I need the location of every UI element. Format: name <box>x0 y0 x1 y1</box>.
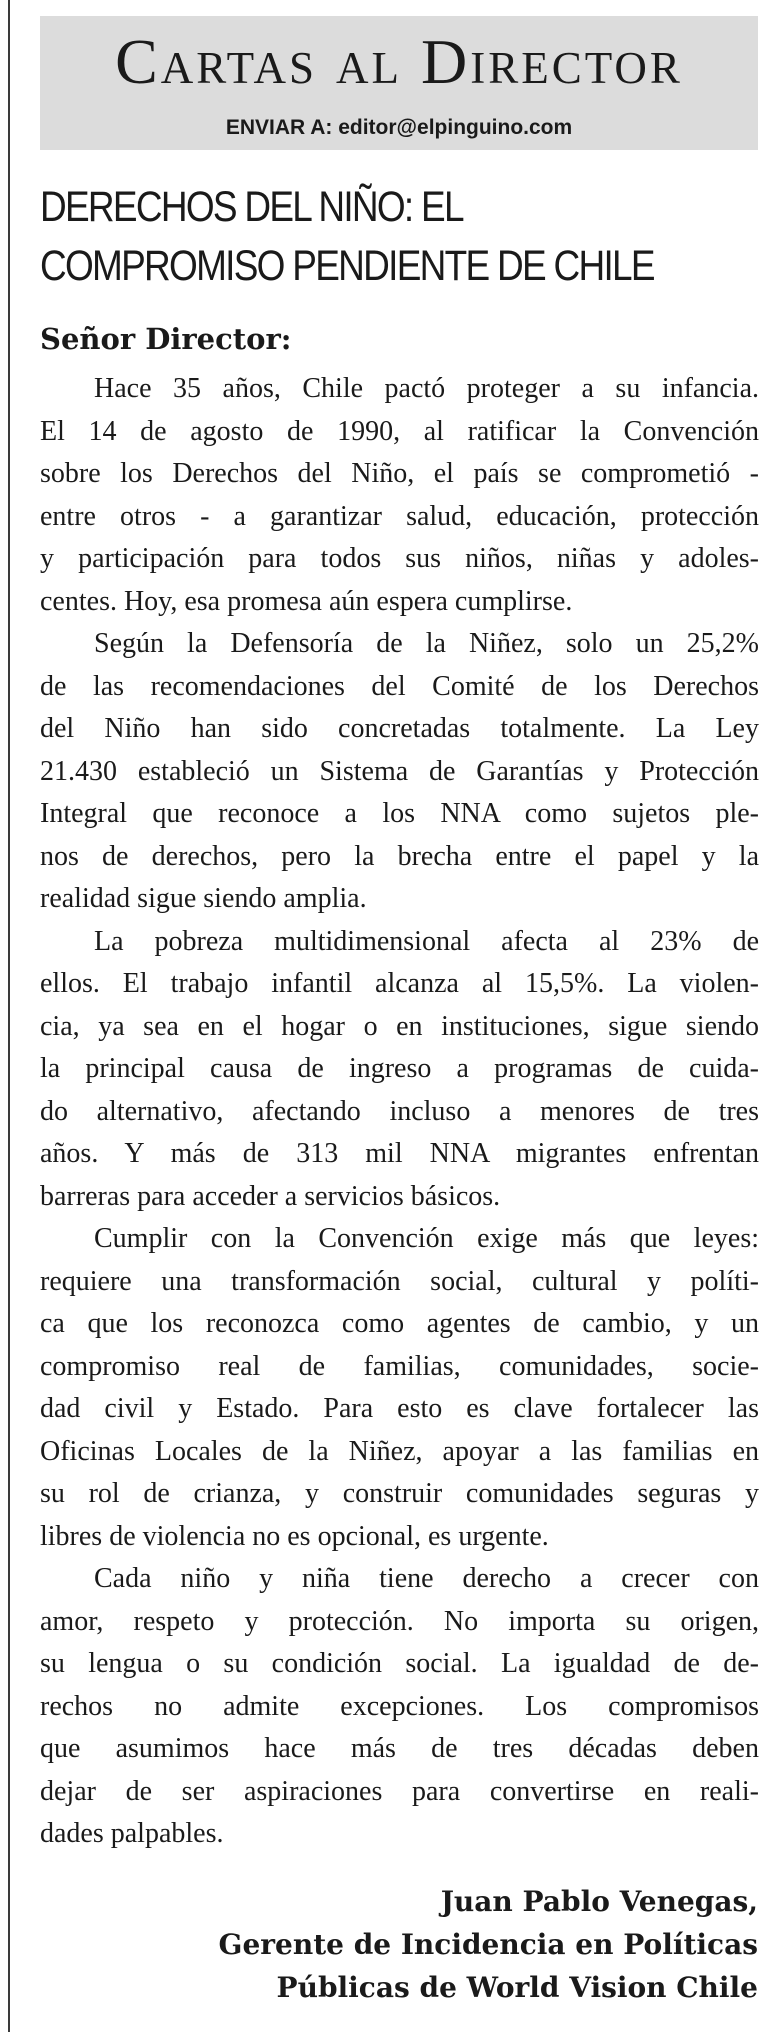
body-line: la principal causa de ingreso a programas de cuida- <box>40 1053 759 1084</box>
body-line: dejar de ser aspiraciones para convertirse en reali- <box>40 1775 759 1807</box>
column-rule <box>8 0 10 2032</box>
body-line: Según la Defensoría de la Niñez, solo un 25,2% <box>94 628 759 659</box>
body-line: do alternativo, afectando incluso a menores de tres <box>40 1095 759 1127</box>
body-line: de las recomendaciones del Comité de los Derechos <box>40 670 759 702</box>
body-line: entre otros - a garantizar salud, educación, protección <box>40 500 759 532</box>
signature-role: Gerente de Incidencia en Políticas <box>218 1928 758 1961</box>
body-line: rechos no admite excepciones. Los compromisos <box>40 1690 759 1722</box>
body-line: dades palpables. <box>40 1818 224 1849</box>
send-to-email: ENVIAR A: editor@elpinguino.com <box>225 116 573 139</box>
letter-signature <box>219 1880 758 2009</box>
body-line: sobre los Derechos del Niño, el país se comprometió - <box>40 458 759 489</box>
body-line: Cumplir con la Convención exige más que leyes: <box>94 1223 759 1254</box>
body-line: compromiso real de familias, comunidades, socie- <box>40 1350 759 1382</box>
body-line: Cada niño y niña tiene derecho a crecer con <box>94 1563 759 1594</box>
salutation: Señor Director: <box>40 322 292 356</box>
headline-line: COMPROMISO PENDIENTE DE CHILE <box>40 242 654 290</box>
section-header <box>40 16 758 150</box>
body-line: realidad sigue siendo amplia. <box>40 883 367 914</box>
body-line: nos de derechos, pero la brecha entre el papel y la <box>40 840 759 872</box>
body-line: ellos. El trabajo infantil alcanza al 15,5%. La violen- <box>40 968 759 999</box>
body-line: amor, respeto y protección. No importa su origen, <box>40 1605 759 1637</box>
body-line: su rol de crianza, y construir comunidades seguras y <box>40 1478 759 1509</box>
section-title: Cartas al Director <box>115 26 683 97</box>
body-line: 21.430 estableció un Sistema de Garantías y Protección <box>40 755 759 787</box>
article-headline <box>40 178 659 296</box>
body-line: Hace 35 años, Chile pactó proteger a su infancia. <box>94 373 759 404</box>
body-line: años. Y más de 313 mil NNA migrantes enfrentan <box>40 1138 759 1169</box>
body-line: El 14 de agosto de 1990, al ratificar la Convención <box>40 415 759 447</box>
signature-organization: Públicas de World Vision Chile <box>276 1971 758 2004</box>
body-line: dad civil y Estado. Para esto es clave fortalecer las <box>40 1393 759 1424</box>
body-line: barreras para acceder a servicios básicos. <box>40 1180 501 1212</box>
body-line: que asumimos hace más de tres décadas deben <box>40 1733 759 1764</box>
body-line: del Niño han sido concretadas totalmente. La Ley <box>40 713 759 744</box>
body-line: su lengua o su condición social. La igualdad de de- <box>40 1648 759 1679</box>
body-line: requiere una transformación social, cultural y políti- <box>40 1265 759 1297</box>
body-line: Integral que reconoce a los NNA como sujetos ple- <box>40 798 759 829</box>
body-line: centes. Hoy, esa promesa aún espera cumplirse. <box>40 585 573 617</box>
body-line: La pobreza multidimensional afecta al 23% de <box>94 925 759 957</box>
body-line: cia, ya sea en el hogar o en instituciones, sigue siendo <box>40 1010 759 1042</box>
body-line: y participación para todos sus niños, niñas y adoles- <box>40 543 759 574</box>
letter-body <box>40 368 759 1856</box>
body-line: libres de violencia no es opcional, es urgente. <box>40 1520 549 1552</box>
headline-line: DERECHOS DEL NIÑO: EL <box>40 183 463 231</box>
body-line: ca que los reconozca como agentes de cambio, y un <box>40 1308 759 1339</box>
body-line: Oficinas Locales de la Niñez, apoyar a las familias en <box>40 1435 759 1467</box>
signature-name: Juan Pablo Venegas, <box>440 1885 758 1918</box>
